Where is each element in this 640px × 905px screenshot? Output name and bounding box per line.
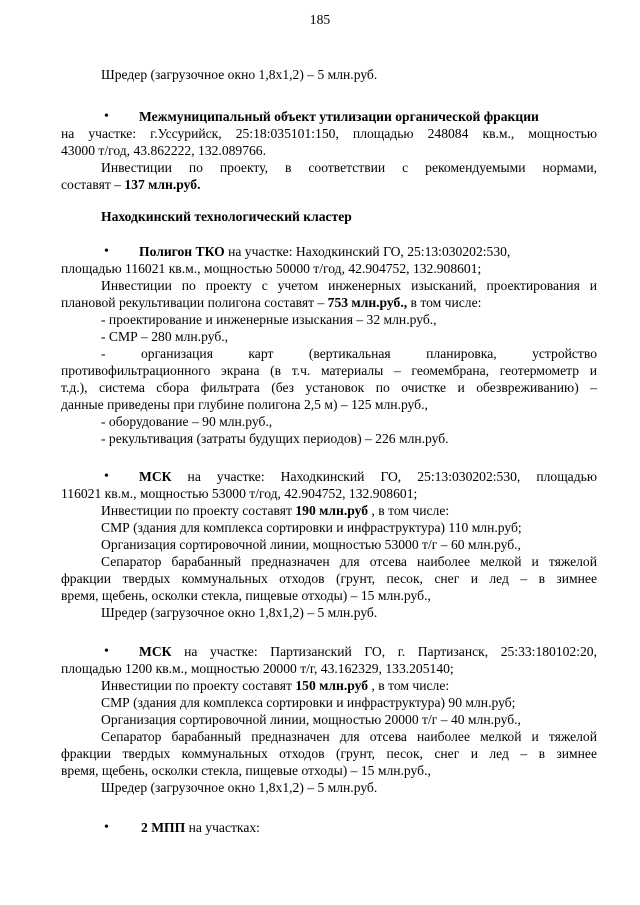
msk-partizansk-area: площадью 1200 кв.м., мощностью 20000 т/г, 43.162329, 133.205140; (61, 661, 454, 676)
msk-nakhodka-separator: Сепаратор барабанный предназначен для отсева наиболее мелкой и тяжелой (101, 554, 597, 569)
polygon-org-line: - организация карт (вертикальная планировка, устройство (101, 346, 597, 361)
msk-partizansk-separator: время, щебень, осколки стекла, пищевые отходы) – 15 млн.руб., (61, 763, 431, 778)
msk-partizansk-sorting: Организация сортировочной линии, мощностью 20000 т/г – 40 млн.руб., (101, 712, 521, 727)
polygon-heading: Полигон ТКО на участке: Находкинский ГО, 25:13:030202:530, (139, 244, 511, 259)
msk-partizansk-investment: Инвестиции по проекту составят 150 млн.руб , в том числе: (101, 678, 450, 693)
msk-partizansk-separator: фракции твердых коммунальных отходов (грунт, песок, снег и лед – в зимнее (61, 746, 597, 761)
bullet-polygon: • (104, 244, 109, 259)
msk-partizansk-heading: МСК на участке: Партизанский ГО, г. Партизанск, 25:33:180102:20, (139, 644, 597, 659)
polygon-area: площадью 116021 кв.м., мощностью 50000 т/год, 42.904752, 132.908601; (61, 261, 482, 276)
polygon-investment-line: Инвестиции по проекту с учетом инженерных изысканий, проектирования и (101, 278, 597, 293)
msk-nakhodka-separator: время, щебень, осколки стекла, пищевые отходы) – 15 млн.руб., (61, 588, 431, 603)
msk-nakhodka-heading: МСК на участке: Находкинский ГО, 25:13:030202:530, площадью (139, 469, 597, 484)
intermunicipal-investment-line: Инвестиции по проекту, в соответствии с рекомендуемыми нормами, (101, 160, 597, 175)
page-number: 185 (309, 12, 331, 27)
bullet-msk-partizansk: • (104, 644, 109, 659)
intermunicipal-location: на участке: г.Уссурийск, 25:18:035101:150, площадью 248084 кв.м., мощностью (61, 126, 597, 141)
polygon-item: - оборудование – 90 млн.руб., (101, 414, 273, 429)
msk-partizansk-smr: СМР (здания для комплекса сортировки и инфраструктура) 90 млн.руб; (101, 695, 516, 710)
bullet-intermunicipal: • (104, 109, 109, 124)
mpp-heading: 2 МПП на участках: (141, 820, 260, 835)
intermunicipal-capacity: 43000 т/год, 43.862222, 132.089766. (61, 143, 266, 158)
msk-partizansk-shredder: Шредер (загрузочное окно 1,8х1,2) – 5 млн.руб. (101, 780, 378, 795)
polygon-org-line: противофильтрационного экрана (в т.ч. материалы – геомембрана, геотермометр и (61, 363, 597, 378)
polygon-item: - СМР – 280 млн.руб., (101, 329, 229, 344)
msk-partizansk-separator: Сепаратор барабанный предназначен для отсева наиболее мелкой и тяжелой (101, 729, 597, 744)
bullet-msk-nakhodka: • (104, 469, 109, 484)
shredder-line-top: Шредер (загрузочное окно 1,8х1,2) – 5 млн.руб. (101, 67, 378, 82)
polygon-org-line: данные приведены при глубине полигона 2,5 м) – 125 млн.руб., (61, 397, 428, 412)
msk-nakhodka-separator: фракции твердых коммунальных отходов (грунт, песок, снег и лед – в зимнее (61, 571, 597, 586)
cluster-heading: Находкинский технологический кластер (101, 209, 352, 224)
msk-nakhodka-smr: СМР (здания для комплекса сортировки и инфраструктура) 110 млн.руб; (101, 520, 522, 535)
msk-nakhodka-investment: Инвестиции по проекту составят 190 млн.руб , в том числе: (101, 503, 450, 518)
msk-nakhodka-shredder: Шредер (загрузочное окно 1,8х1,2) – 5 млн.руб. (101, 605, 378, 620)
msk-nakhodka-sorting: Организация сортировочной линии, мощностью 53000 т/г – 60 млн.руб., (101, 537, 521, 552)
polygon-item: - рекультивация (затраты будущих периодов) – 226 млн.руб. (101, 431, 449, 446)
intermunicipal-investment-total: составят – 137 млн.руб. (61, 177, 201, 192)
msk-nakhodka-area: 116021 кв.м., мощностью 53000 т/год, 42.904752, 132.908601; (61, 486, 418, 501)
polygon-org-line: т.д.), система сбора фильтрата (без установок по очистке и обезвреживанию) – (61, 380, 597, 395)
polygon-investment-total: плановой рекультивации полигона составят – 753 млн.руб., в том числе: (61, 295, 482, 310)
bullet-mpp: • (104, 820, 109, 835)
polygon-item: - проектирование и инженерные изыскания – 32 млн.руб., (101, 312, 437, 327)
intermunicipal-title: Межмуниципальный объект утилизации органической фракции (139, 109, 539, 124)
